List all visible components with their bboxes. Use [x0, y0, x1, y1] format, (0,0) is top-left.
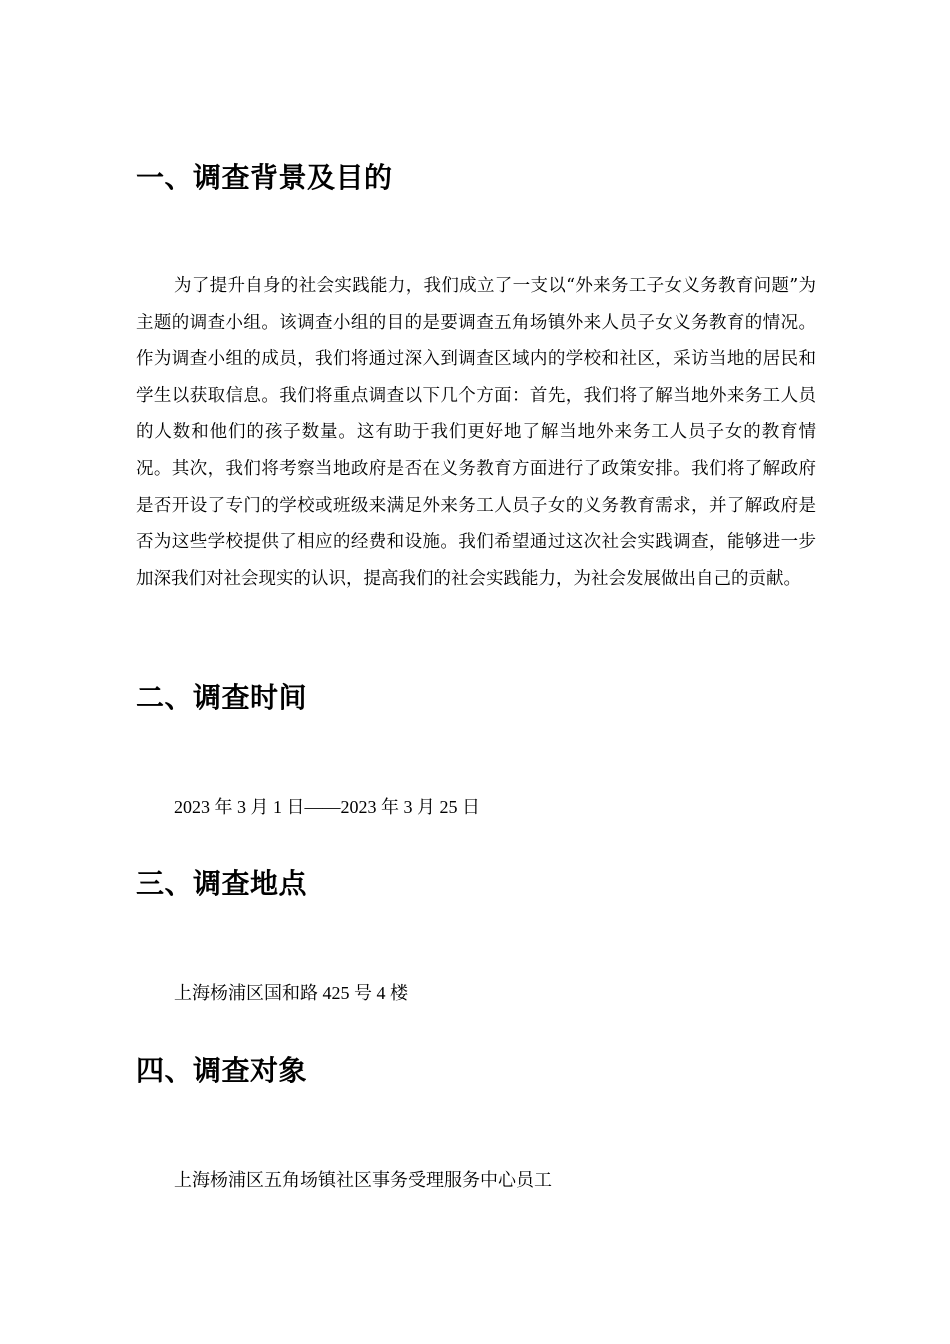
section-body-location: 上海杨浦区国和路 425 号 4 楼	[174, 983, 408, 1003]
section-heading-time: 二、调查时间	[136, 681, 308, 714]
section-body-time: 2023 年 3 月 1 日——2023 年 3 月 25 日	[174, 797, 480, 817]
section-heading-location: 三、调查地点	[136, 867, 308, 900]
section-heading-background: 一、调查背景及目的	[136, 161, 393, 194]
section-body-background: 为了提升自身的社会实践能力，我们成立了一支以“外来务工子女义务教育问题”为主题的调查小组。该调查小组的目的是要调查五角场镇外来人员子女义务教育的情况。作为调查小组的成员，我们将通过深入到调查区域内的学校和社区，采访当地的居民和学生以获取信息。我们将重点调查以下几个方面：首先，我们将了解当地外来务工人员的人数和他们的孩子数量。这有助于我们更好地了解当地外来务工人员子女的教育情况。其次，我们将考察当地政府是否在义务教育方面进行了政策安排。我们将了解政府是否开设了专门的学校或班级来满足外来务工人员子女的义务教育需求，并了解政府是否为这些学校提供了相应的经费和设施。我们希望通过这次社会实践调查，能够进一步加深我们对社会现实的认识，提高我们的社会实践能力，为社会发展做出自己的贡献。	[136, 276, 816, 589]
section-heading-subjects: 四、调查对象	[136, 1054, 308, 1087]
section-body-subjects: 上海杨浦区五角场镇社区事务受理服务中心员工	[174, 1170, 552, 1190]
